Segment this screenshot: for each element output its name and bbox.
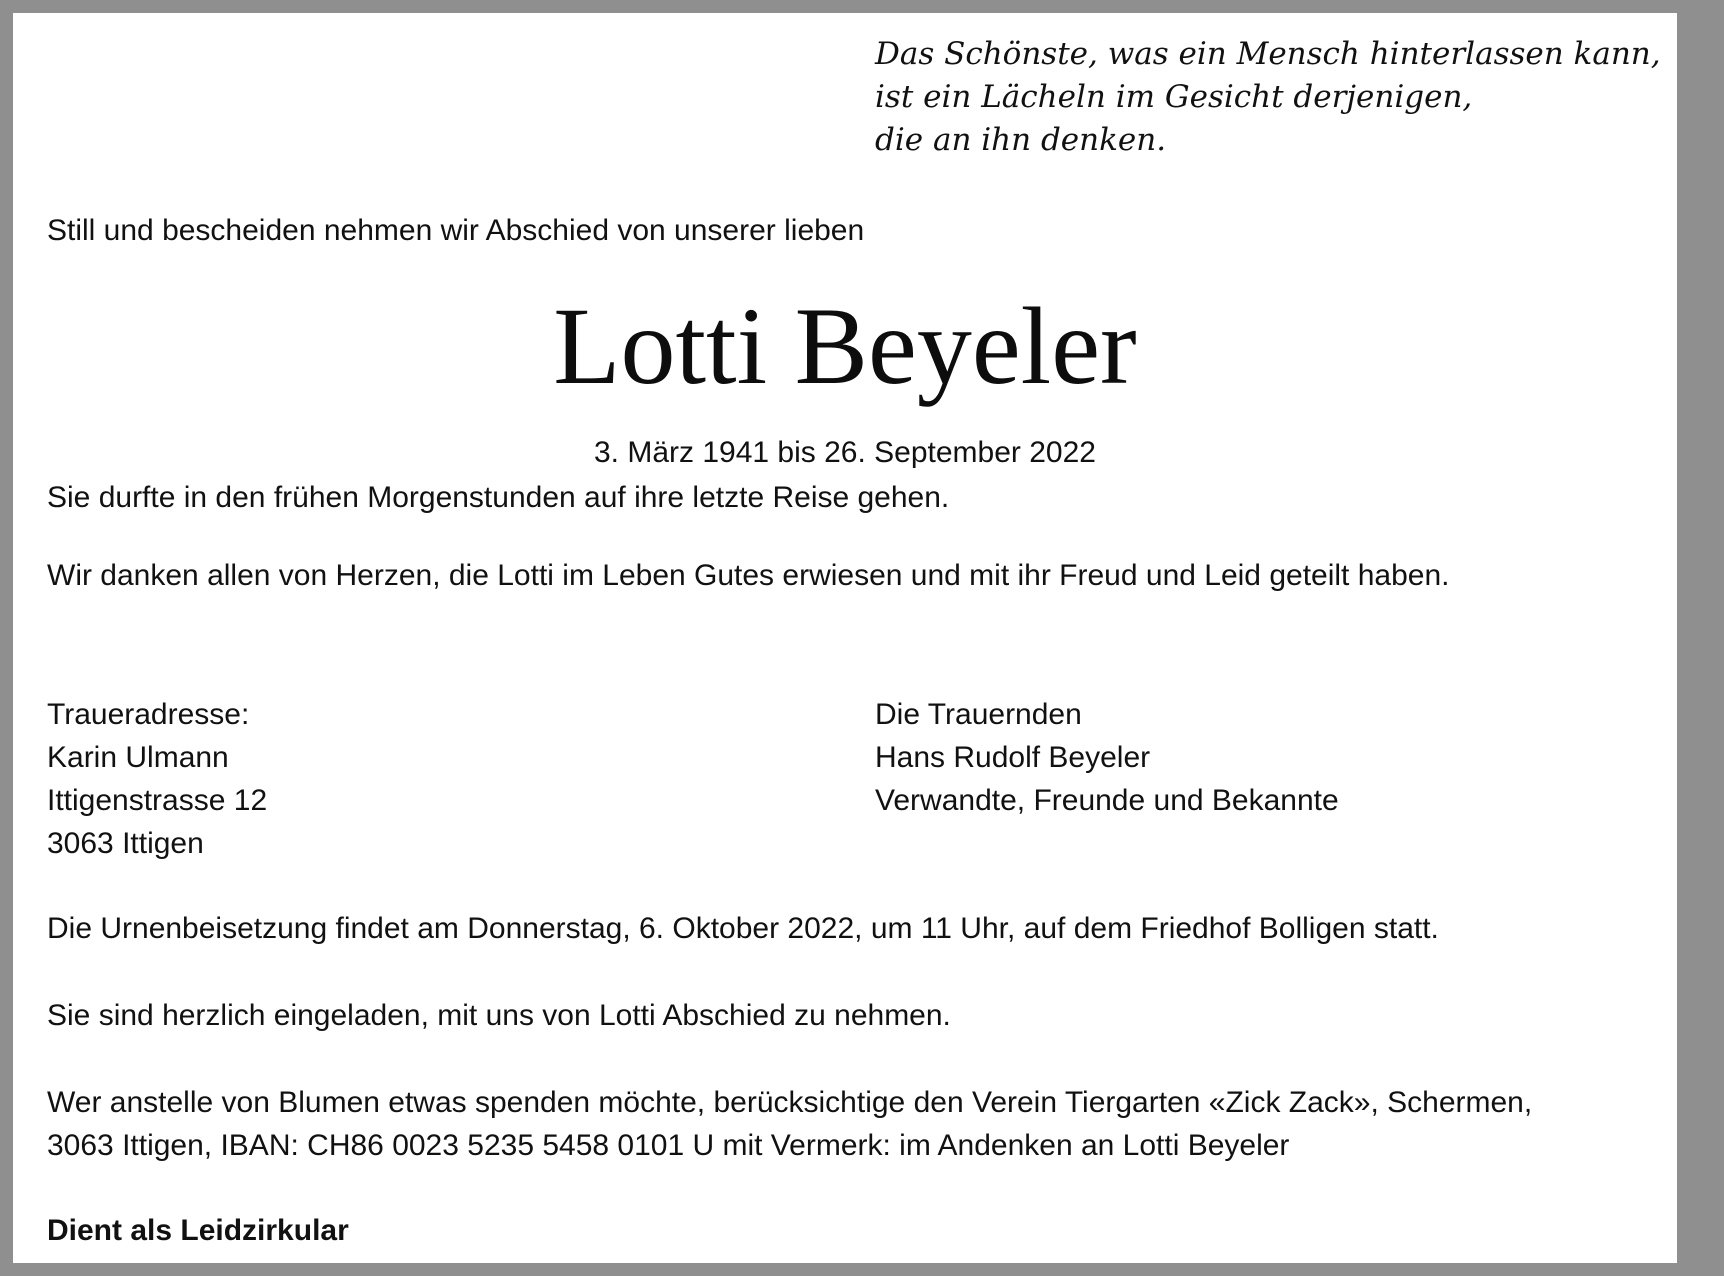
donation-line: 3063 Ittigen, IBAN: CH86 0023 5235 5458 0101 U mit Vermerk: im Andenken an Lotti Beyeler [47, 1129, 1290, 1162]
address-line: Traueradresse: [47, 698, 250, 731]
donation-line: Wer anstelle von Blumen etwas spenden möchte, berücksichtige den Verein Tiergarten «Zick Zack», Schermen, [47, 1086, 1533, 1119]
address-line: Karin Ulmann [47, 741, 229, 774]
mourning-address [47, 693, 267, 865]
quote-line: ist ein Lächeln im Gesicht derjenigen, [875, 79, 1473, 115]
mourners-line: Hans Rudolf Beyeler [875, 741, 1151, 774]
thanks-text: Wir danken allen von Herzen, die Lotti im Leben Gutes erwiesen und mit ihr Freud und Leid geteilt haben. [47, 559, 1450, 592]
epigraph-quote [875, 33, 1661, 162]
address-line: 3063 Ittigen [47, 827, 204, 860]
quote-line: Das Schönste, was ein Mensch hinterlassen kann, [875, 36, 1661, 72]
deceased-name: Lotti Beyeler [553, 285, 1137, 407]
circular-note: Dient als Leidzirkular [47, 1214, 349, 1247]
address-line: Ittigenstrasse 12 [47, 784, 268, 817]
intro-text: Still und bescheiden nehmen wir Abschied von unserer lieben [47, 214, 865, 247]
life-dates: 3. März 1941 bis 26. September 2022 [594, 436, 1096, 469]
mourners-list [875, 693, 1339, 822]
mourners-line: Die Trauernden [875, 698, 1082, 731]
quote-line: die an ihn denken. [875, 122, 1167, 158]
mourners-line: Verwandte, Freunde und Bekannte [875, 784, 1339, 817]
obituary-notice [13, 13, 1677, 1263]
invitation-text: Sie sind herzlich eingeladen, mit uns von Lotti Abschied zu nehmen. [47, 999, 951, 1032]
donation-text [47, 1081, 1532, 1167]
passing-text: Sie durfte in den frühen Morgenstunden auf ihre letzte Reise gehen. [47, 481, 950, 514]
burial-text: Die Urnenbeisetzung findet am Donnerstag, 6. Oktober 2022, um 11 Uhr, auf dem Friedhof Bolligen statt. [47, 912, 1439, 945]
